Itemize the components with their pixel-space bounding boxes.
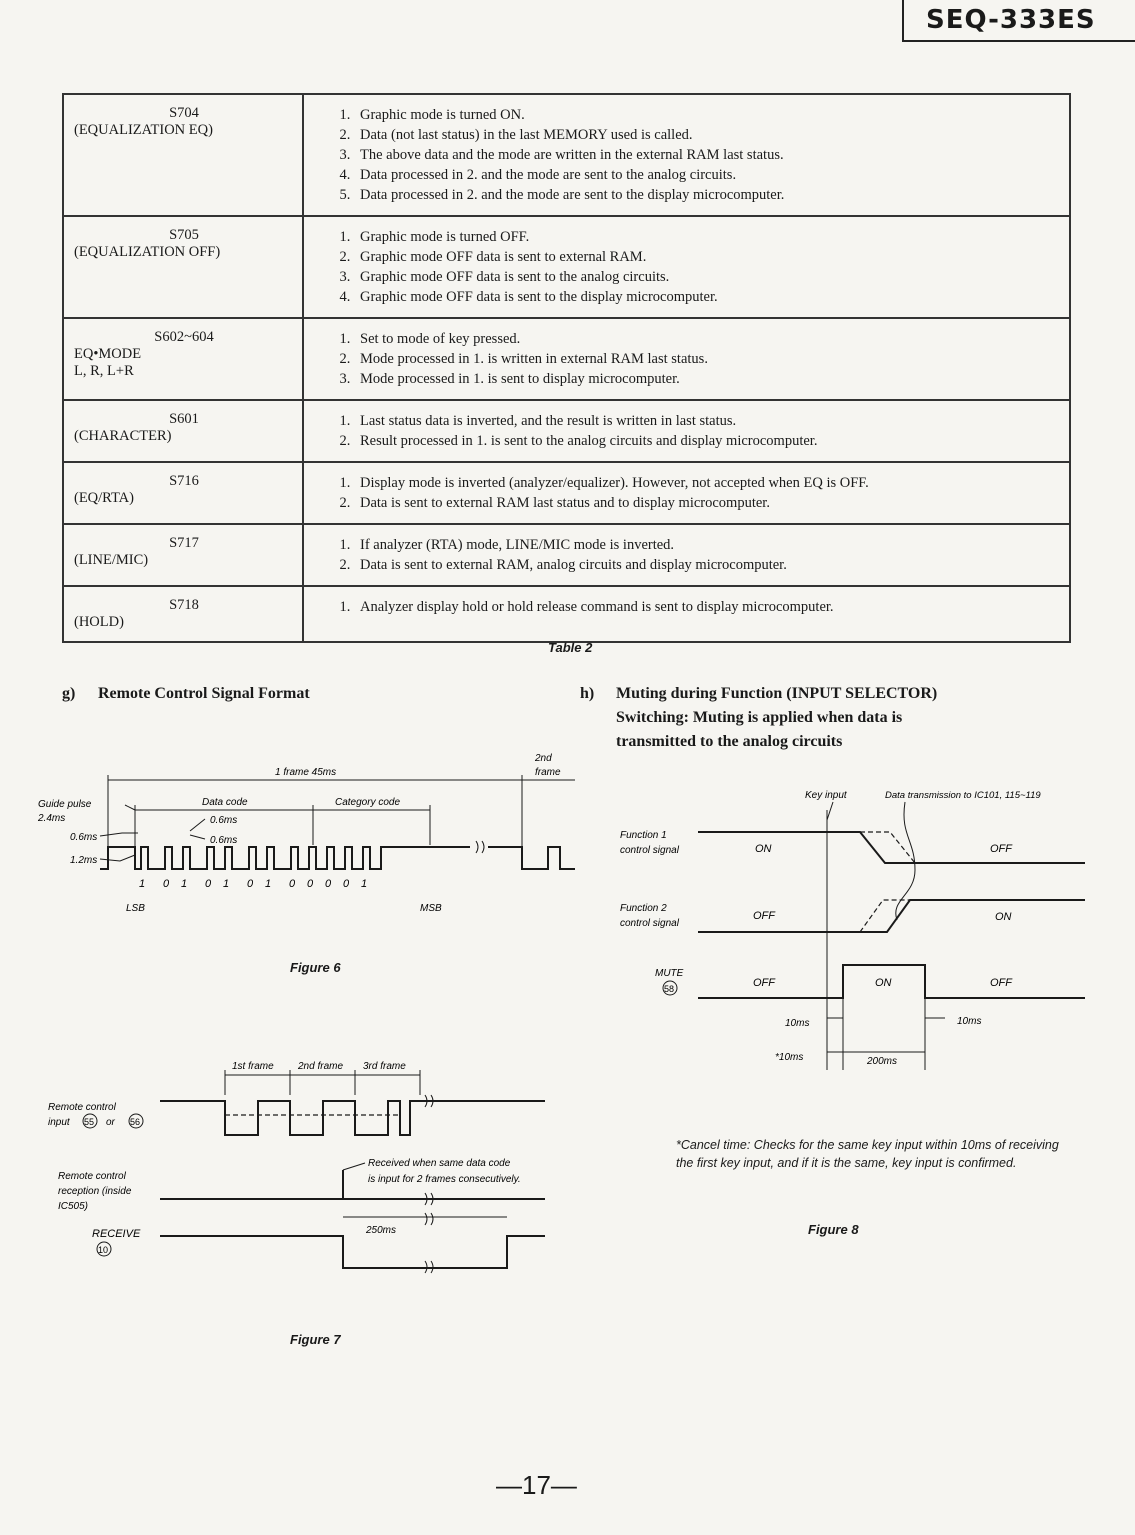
table-row bbox=[63, 462, 1070, 524]
table-row bbox=[63, 94, 1070, 216]
guide-pulse-time: 2.4ms bbox=[38, 813, 66, 824]
steps-cell bbox=[303, 94, 1070, 216]
step: 1. If analyzer (RTA) mode, LINE/MIC mode is inverted. bbox=[354, 535, 1061, 555]
switch-function-2: L, R, L+R bbox=[74, 363, 134, 379]
step: 1. Display mode is inverted (analyzer/equalizer). However, not accepted when EQ is OFF. bbox=[354, 473, 1061, 493]
signal-label: Function 2 bbox=[620, 903, 667, 914]
switch-function-table bbox=[62, 93, 1071, 643]
figure-6-caption: Figure 6 bbox=[290, 960, 341, 975]
switch-function: (EQ/RTA) bbox=[74, 490, 134, 506]
timing-label: 0.6ms bbox=[210, 835, 238, 846]
pin-number: 56 bbox=[130, 1117, 141, 1127]
title-line: transmitted to the analog circuits bbox=[616, 733, 843, 750]
step: 2. Data (not last status) in the last MEMORY used is called. bbox=[354, 125, 1061, 145]
function1-dashed bbox=[860, 832, 915, 863]
step: 4. Graphic mode OFF data is sent to the display microcomputer. bbox=[354, 287, 1061, 307]
bit-label: 0 bbox=[247, 878, 254, 890]
steps-cell bbox=[303, 462, 1070, 524]
step: 3. Mode processed in 1. is sent to display microcomputer. bbox=[354, 369, 1061, 389]
step: 3. Graphic mode OFF data is sent to the analog circuits. bbox=[354, 267, 1061, 287]
signal-label: Function 1 bbox=[620, 830, 667, 841]
figure-8-caption: Figure 8 bbox=[808, 1222, 859, 1237]
switch-name: S601 bbox=[169, 411, 199, 427]
switch-name: S716 bbox=[169, 473, 199, 489]
switch-function: (LINE/MIC) bbox=[74, 552, 149, 568]
mute-label: MUTE bbox=[655, 968, 684, 979]
time-label: *10ms bbox=[775, 1052, 804, 1063]
figure-7-diagram bbox=[40, 1055, 560, 1285]
signal-trace bbox=[100, 847, 470, 869]
time-label: 10ms bbox=[957, 1016, 982, 1027]
leader-line bbox=[100, 855, 135, 861]
step: 2. Result processed in 1. is sent to the analog circuits and display microcomputer. bbox=[354, 431, 1061, 451]
bit-label: 1 bbox=[265, 878, 272, 890]
step: 1. Analyzer display hold or hold release command is sent to display microcomputer. bbox=[354, 597, 1061, 617]
switch-cell bbox=[63, 586, 303, 642]
state-label: OFF bbox=[990, 977, 1012, 989]
state-label: ON bbox=[755, 843, 772, 855]
step: 2. Mode processed in 1. is written in external RAM last status. bbox=[354, 349, 1061, 369]
steps-cell bbox=[303, 318, 1070, 400]
figure-6-diagram bbox=[30, 745, 590, 985]
step: 5. Data processed in 2. and the mode are sent to the display microcomputer. bbox=[354, 185, 1061, 205]
leader-line bbox=[896, 802, 915, 920]
section-title: Remote Control Signal Format bbox=[98, 685, 310, 702]
switch-cell bbox=[63, 94, 303, 216]
section-label: h) bbox=[580, 685, 595, 702]
timing-label: 1.2ms bbox=[70, 855, 98, 866]
steps-cell bbox=[303, 400, 1070, 462]
step: 4. Data processed in 2. and the mode are sent to the analog circuits. bbox=[354, 165, 1061, 185]
bit-label: 1 bbox=[181, 878, 188, 890]
model-number: SEQ-333ES bbox=[902, 0, 1135, 42]
lsb-label: LSB bbox=[126, 903, 145, 914]
bit-label: 0 bbox=[289, 878, 296, 890]
steps-cell bbox=[303, 216, 1070, 318]
leader-line bbox=[190, 835, 205, 839]
next-frame-trace bbox=[488, 847, 575, 869]
step: 1. Last status data is inverted, and the result is written in last status. bbox=[354, 411, 1061, 431]
table-row bbox=[63, 216, 1070, 318]
data-transmission-label: Data transmission to IC101, 115~119 bbox=[885, 790, 1041, 801]
step: 2. Graphic mode OFF data is sent to external RAM. bbox=[354, 247, 1061, 267]
bit-label: 0 bbox=[325, 878, 332, 890]
second-frame-label: 2nd bbox=[535, 753, 552, 764]
break-mark bbox=[425, 1213, 433, 1225]
or-label: or bbox=[106, 1117, 115, 1128]
bit-label: 1 bbox=[139, 878, 146, 890]
switch-cell bbox=[63, 524, 303, 586]
row-label: IC505) bbox=[58, 1201, 89, 1212]
page-number: —17— bbox=[496, 1470, 577, 1500]
data-code-label: Data code bbox=[202, 797, 248, 808]
leader-line bbox=[343, 1163, 365, 1170]
step: 1. Set to mode of key pressed. bbox=[354, 329, 1061, 349]
step: 1. Graphic mode is turned ON. bbox=[354, 105, 1061, 125]
function2-dashed bbox=[860, 900, 910, 932]
time-label: 250ms bbox=[366, 1225, 397, 1236]
cancel-time-note: *Cancel time: Checks for the same key input within 10ms of receiving the first key input, and if it is the same, key input is confirmed. bbox=[676, 1138, 1059, 1170]
frame-label: 1st frame bbox=[232, 1061, 274, 1072]
step: 2. Data is sent to external RAM last status and to display microcomputer. bbox=[354, 493, 1061, 513]
section-g-heading bbox=[62, 682, 310, 706]
step: 3. The above data and the mode are written in the external RAM last status. bbox=[354, 145, 1061, 165]
table-row bbox=[63, 400, 1070, 462]
second-frame-label-2: frame bbox=[535, 767, 561, 778]
timing-label: 0.6ms bbox=[70, 832, 98, 843]
bit-label: 0 bbox=[343, 878, 350, 890]
table-row bbox=[63, 524, 1070, 586]
row-label: input bbox=[48, 1117, 70, 1128]
pin-number: 55 bbox=[84, 1117, 95, 1127]
title-line: Muting during Function (INPUT SELECTOR) bbox=[616, 685, 938, 702]
state-label: ON bbox=[875, 977, 892, 989]
switch-function: (EQUALIZATION EQ) bbox=[74, 122, 213, 138]
table-caption: Table 2 bbox=[548, 640, 593, 655]
figure-8-diagram bbox=[615, 780, 1090, 1080]
title-line: Switching: Muting is applied when data is bbox=[616, 709, 903, 726]
section-h-heading bbox=[580, 682, 937, 754]
row-label: Remote control bbox=[58, 1171, 126, 1182]
switch-function: (CHARACTER) bbox=[74, 428, 172, 444]
bit-label: 0 bbox=[307, 878, 314, 890]
signal-label: control signal bbox=[620, 845, 679, 856]
switch-cell bbox=[63, 462, 303, 524]
signal-label: control signal bbox=[620, 918, 679, 929]
row-label: Remote control bbox=[48, 1102, 116, 1113]
steps-cell bbox=[303, 524, 1070, 586]
steps-cell bbox=[303, 586, 1070, 642]
time-label: 200ms bbox=[867, 1056, 898, 1067]
leader-line bbox=[827, 802, 833, 820]
bit-label: 0 bbox=[163, 878, 170, 890]
remote-input-waveform bbox=[160, 1101, 545, 1135]
bit-label: 1 bbox=[223, 878, 230, 890]
table-row bbox=[63, 586, 1070, 642]
step: 1. Graphic mode is turned OFF. bbox=[354, 227, 1061, 247]
frame-label: 2nd frame bbox=[298, 1061, 344, 1072]
state-label: OFF bbox=[990, 843, 1012, 855]
figure-7-caption: Figure 7 bbox=[290, 1332, 341, 1347]
guide-pulse-label: Guide pulse bbox=[38, 799, 92, 810]
switch-name: S602~604 bbox=[154, 329, 214, 345]
switch-name: S717 bbox=[169, 535, 199, 551]
switch-name: S705 bbox=[169, 227, 199, 243]
state-label: OFF bbox=[753, 910, 775, 922]
step: 2. Data is sent to external RAM, analog circuits and display microcomputer. bbox=[354, 555, 1061, 575]
switch-function: (EQUALIZATION OFF) bbox=[74, 244, 221, 260]
leader-line bbox=[125, 805, 135, 810]
bit-label: 1 bbox=[361, 878, 368, 890]
msb-label: MSB bbox=[420, 903, 442, 914]
section-label: g) bbox=[62, 685, 76, 702]
remote-signal-waveform bbox=[100, 841, 575, 890]
row-label: RECEIVE bbox=[92, 1228, 141, 1240]
leader-line bbox=[100, 833, 138, 836]
key-input-label: Key input bbox=[805, 790, 847, 801]
section-title bbox=[616, 682, 937, 754]
frame-label: 3rd frame bbox=[363, 1061, 406, 1072]
switch-cell bbox=[63, 400, 303, 462]
timing-label: 0.6ms bbox=[210, 815, 238, 826]
bit-label: 0 bbox=[205, 878, 212, 890]
frame-label: 1 frame 45ms bbox=[275, 767, 337, 778]
leader-line bbox=[190, 819, 205, 831]
switch-function: EQ•MODE bbox=[74, 346, 142, 362]
pin-number: 58 bbox=[664, 984, 675, 994]
receive-waveform bbox=[160, 1236, 545, 1268]
row-label: reception (inside bbox=[58, 1186, 132, 1197]
table-row bbox=[63, 318, 1070, 400]
switch-name: S704 bbox=[169, 105, 199, 121]
time-label: 10ms bbox=[785, 1018, 810, 1029]
switch-name: S718 bbox=[169, 597, 199, 613]
state-label: OFF bbox=[753, 977, 775, 989]
state-label: ON bbox=[995, 911, 1012, 923]
pin-number: 10 bbox=[98, 1245, 109, 1255]
reception-note: Received when same data code bbox=[368, 1158, 511, 1169]
category-code-label: Category code bbox=[335, 797, 401, 808]
break-mark bbox=[476, 841, 484, 853]
switch-function: (HOLD) bbox=[74, 614, 124, 630]
reception-note: is input for 2 frames consecutively. bbox=[368, 1174, 521, 1185]
switch-cell bbox=[63, 318, 303, 400]
switch-cell bbox=[63, 216, 303, 318]
